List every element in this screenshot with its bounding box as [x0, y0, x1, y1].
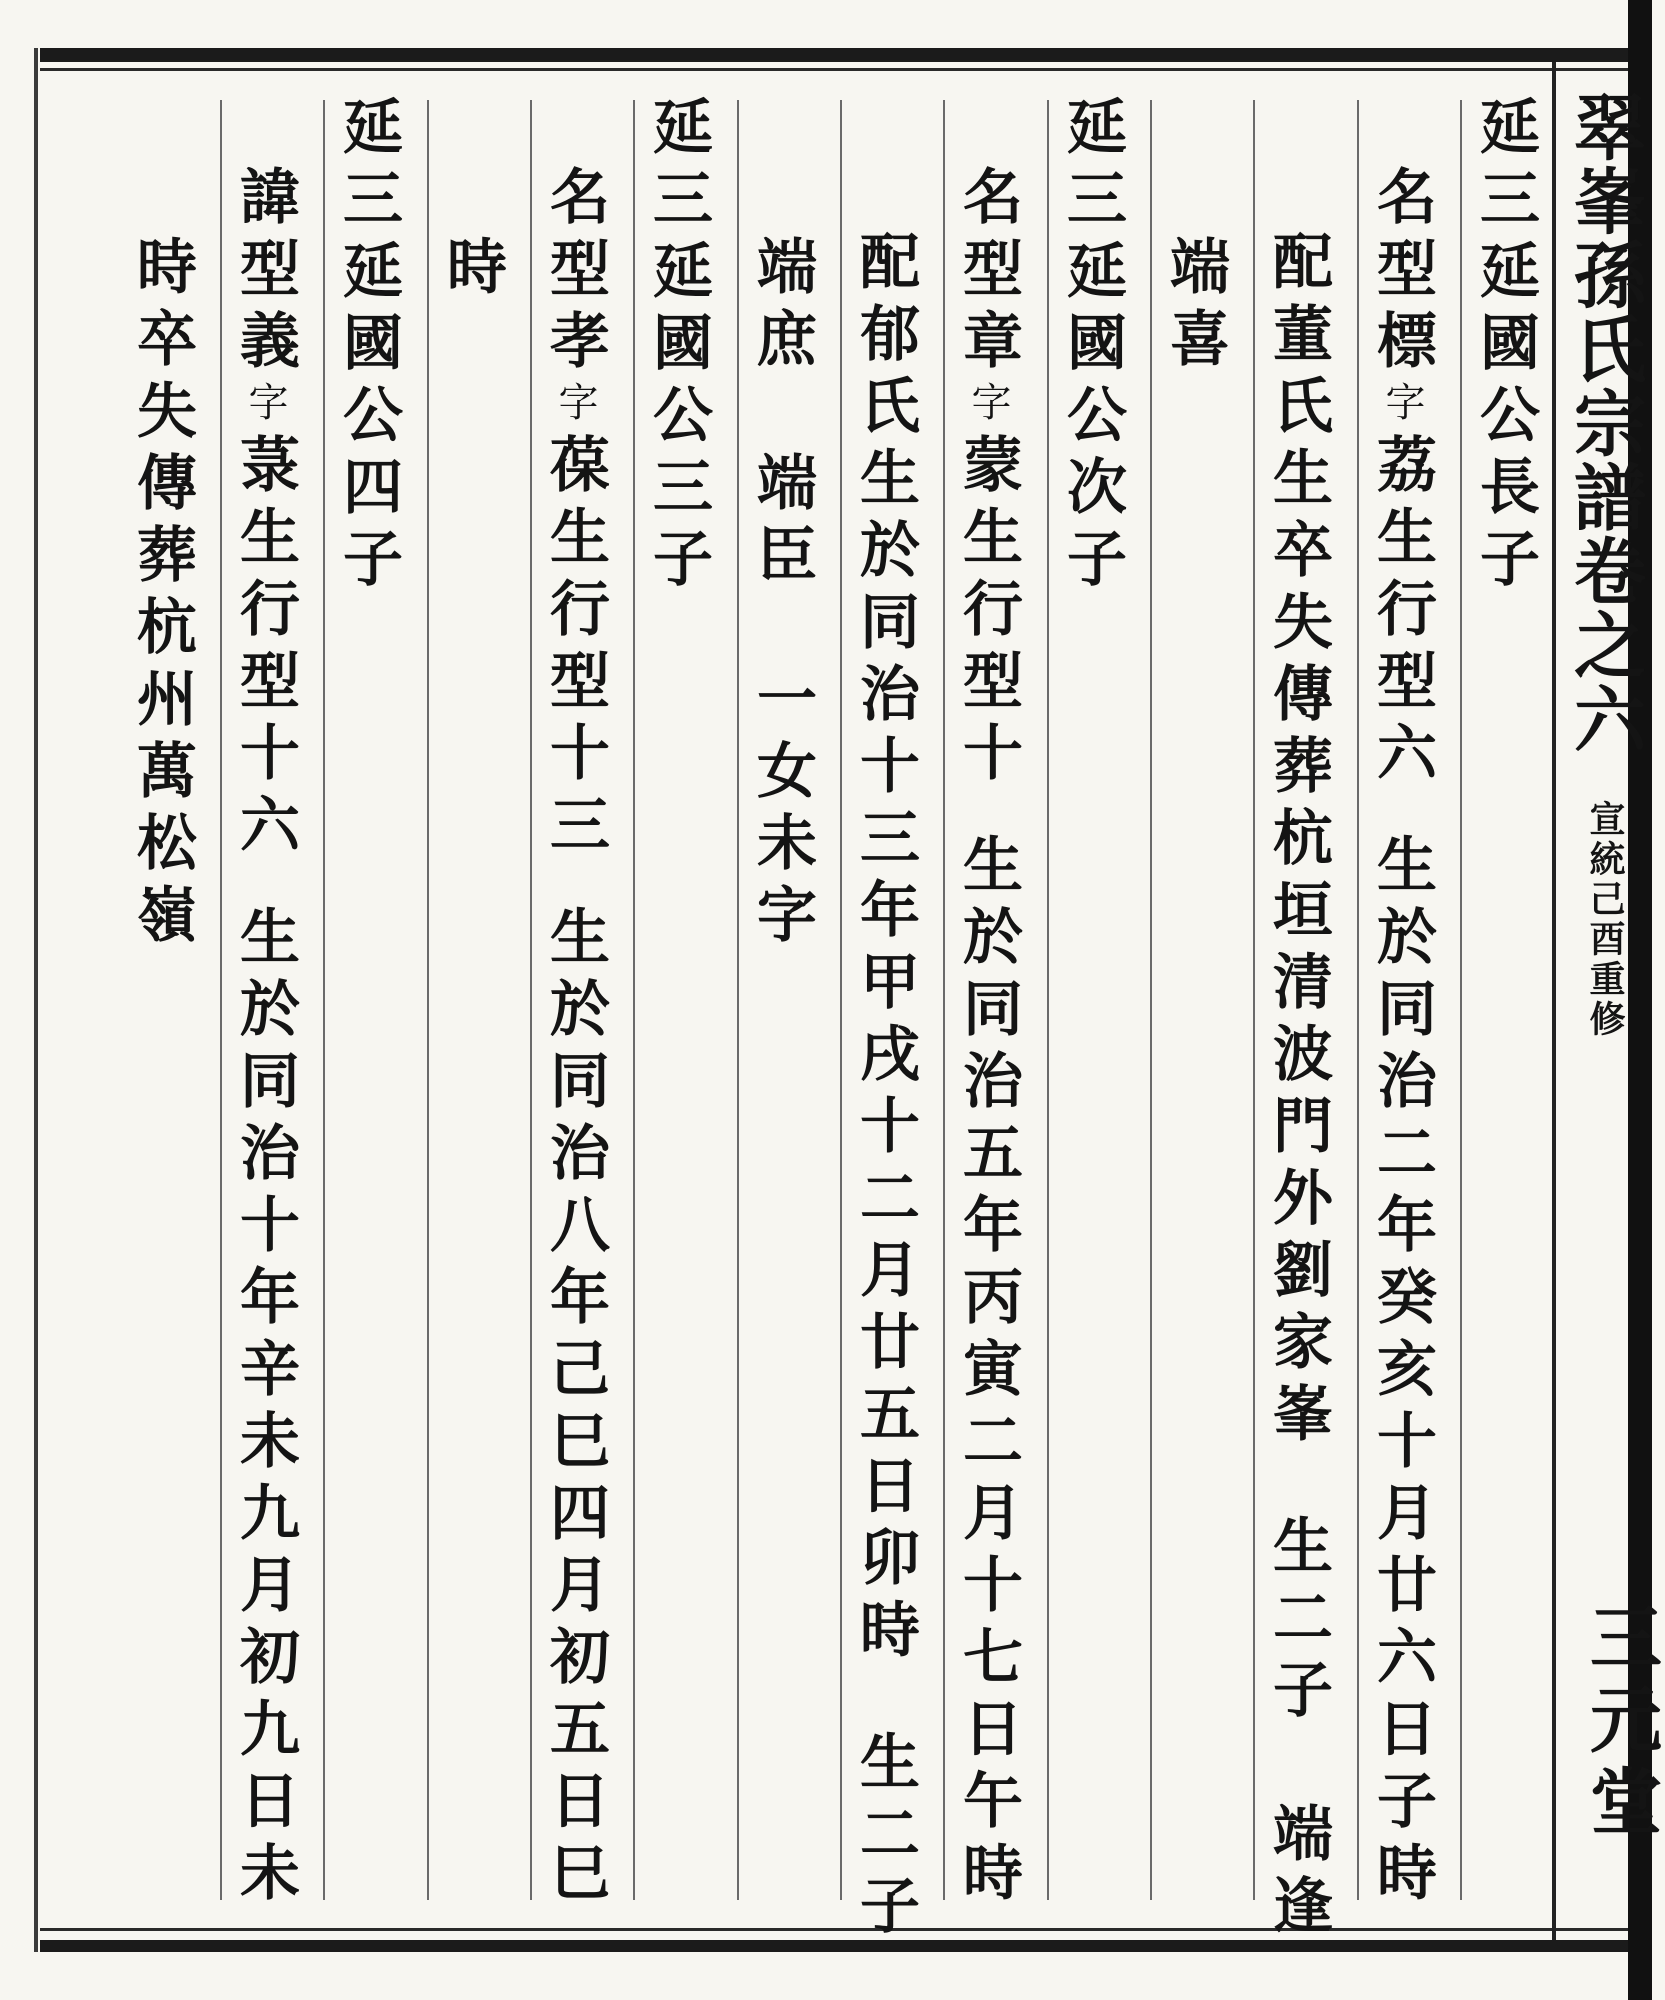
- column-rule: [840, 100, 842, 1900]
- text-column: 端喜: [1160, 235, 1230, 379]
- text-column: 配董氏生卒失傳葬杭垣清波門外劉家峯生二子 端逢: [1263, 230, 1333, 1946]
- text-column: 延三延國公次子: [1057, 95, 1127, 599]
- text-column: 延三延國公四子: [333, 95, 403, 599]
- column-rule: [427, 100, 429, 1900]
- column-rule: [530, 100, 532, 1900]
- text-column: 名型章字蒙生行型十生於同治五年丙寅二月十七日午時: [953, 165, 1023, 1913]
- column-rule: [220, 100, 222, 1900]
- column-rule: [1357, 100, 1359, 1900]
- bottom-border: [40, 1940, 1630, 1952]
- column-rule: [633, 100, 635, 1900]
- column-rule: [1253, 100, 1255, 1900]
- text-column: 延三延國公三子: [643, 95, 713, 599]
- column-rule: [323, 100, 325, 1900]
- column-rule: [1460, 100, 1462, 1900]
- top-border: [40, 48, 1630, 62]
- book-title: 翠峯孫氏宗譜卷之六: [1562, 90, 1647, 756]
- column-rule: [1047, 100, 1049, 1900]
- text-column: 諱型義字菉生行型十六生於同治十年辛未九月初九日未: [230, 165, 300, 1913]
- column-rule: [737, 100, 739, 1900]
- text-column: 名型標字荔生行型六生於同治二年癸亥十月廿六日子時: [1367, 165, 1437, 1913]
- column-rule: [943, 100, 945, 1900]
- text-column: 時: [437, 235, 507, 307]
- text-column: 端庶 端臣 一女未字: [747, 235, 817, 955]
- hall-name: 三元堂: [1578, 1600, 1663, 1846]
- text-column: 延三延國公長子: [1470, 95, 1540, 599]
- top-border-inner: [40, 68, 1630, 71]
- edition-note: 宣統己酉重修: [1584, 800, 1626, 1040]
- text-column: 名型孝字葆生行型十三生於同治八年己巳四月初五日巳: [540, 165, 610, 1913]
- column-rule: [1150, 100, 1152, 1900]
- text-column: 時卒失傳葬杭州萬松嶺: [127, 235, 197, 955]
- page-spine: [1552, 62, 1556, 1940]
- text-column: 配郁氏生於同治十三年甲戌十二月廿五日卯時生二子: [850, 230, 920, 1946]
- bottom-border-inner: [40, 1928, 1630, 1931]
- left-border: [34, 48, 38, 1952]
